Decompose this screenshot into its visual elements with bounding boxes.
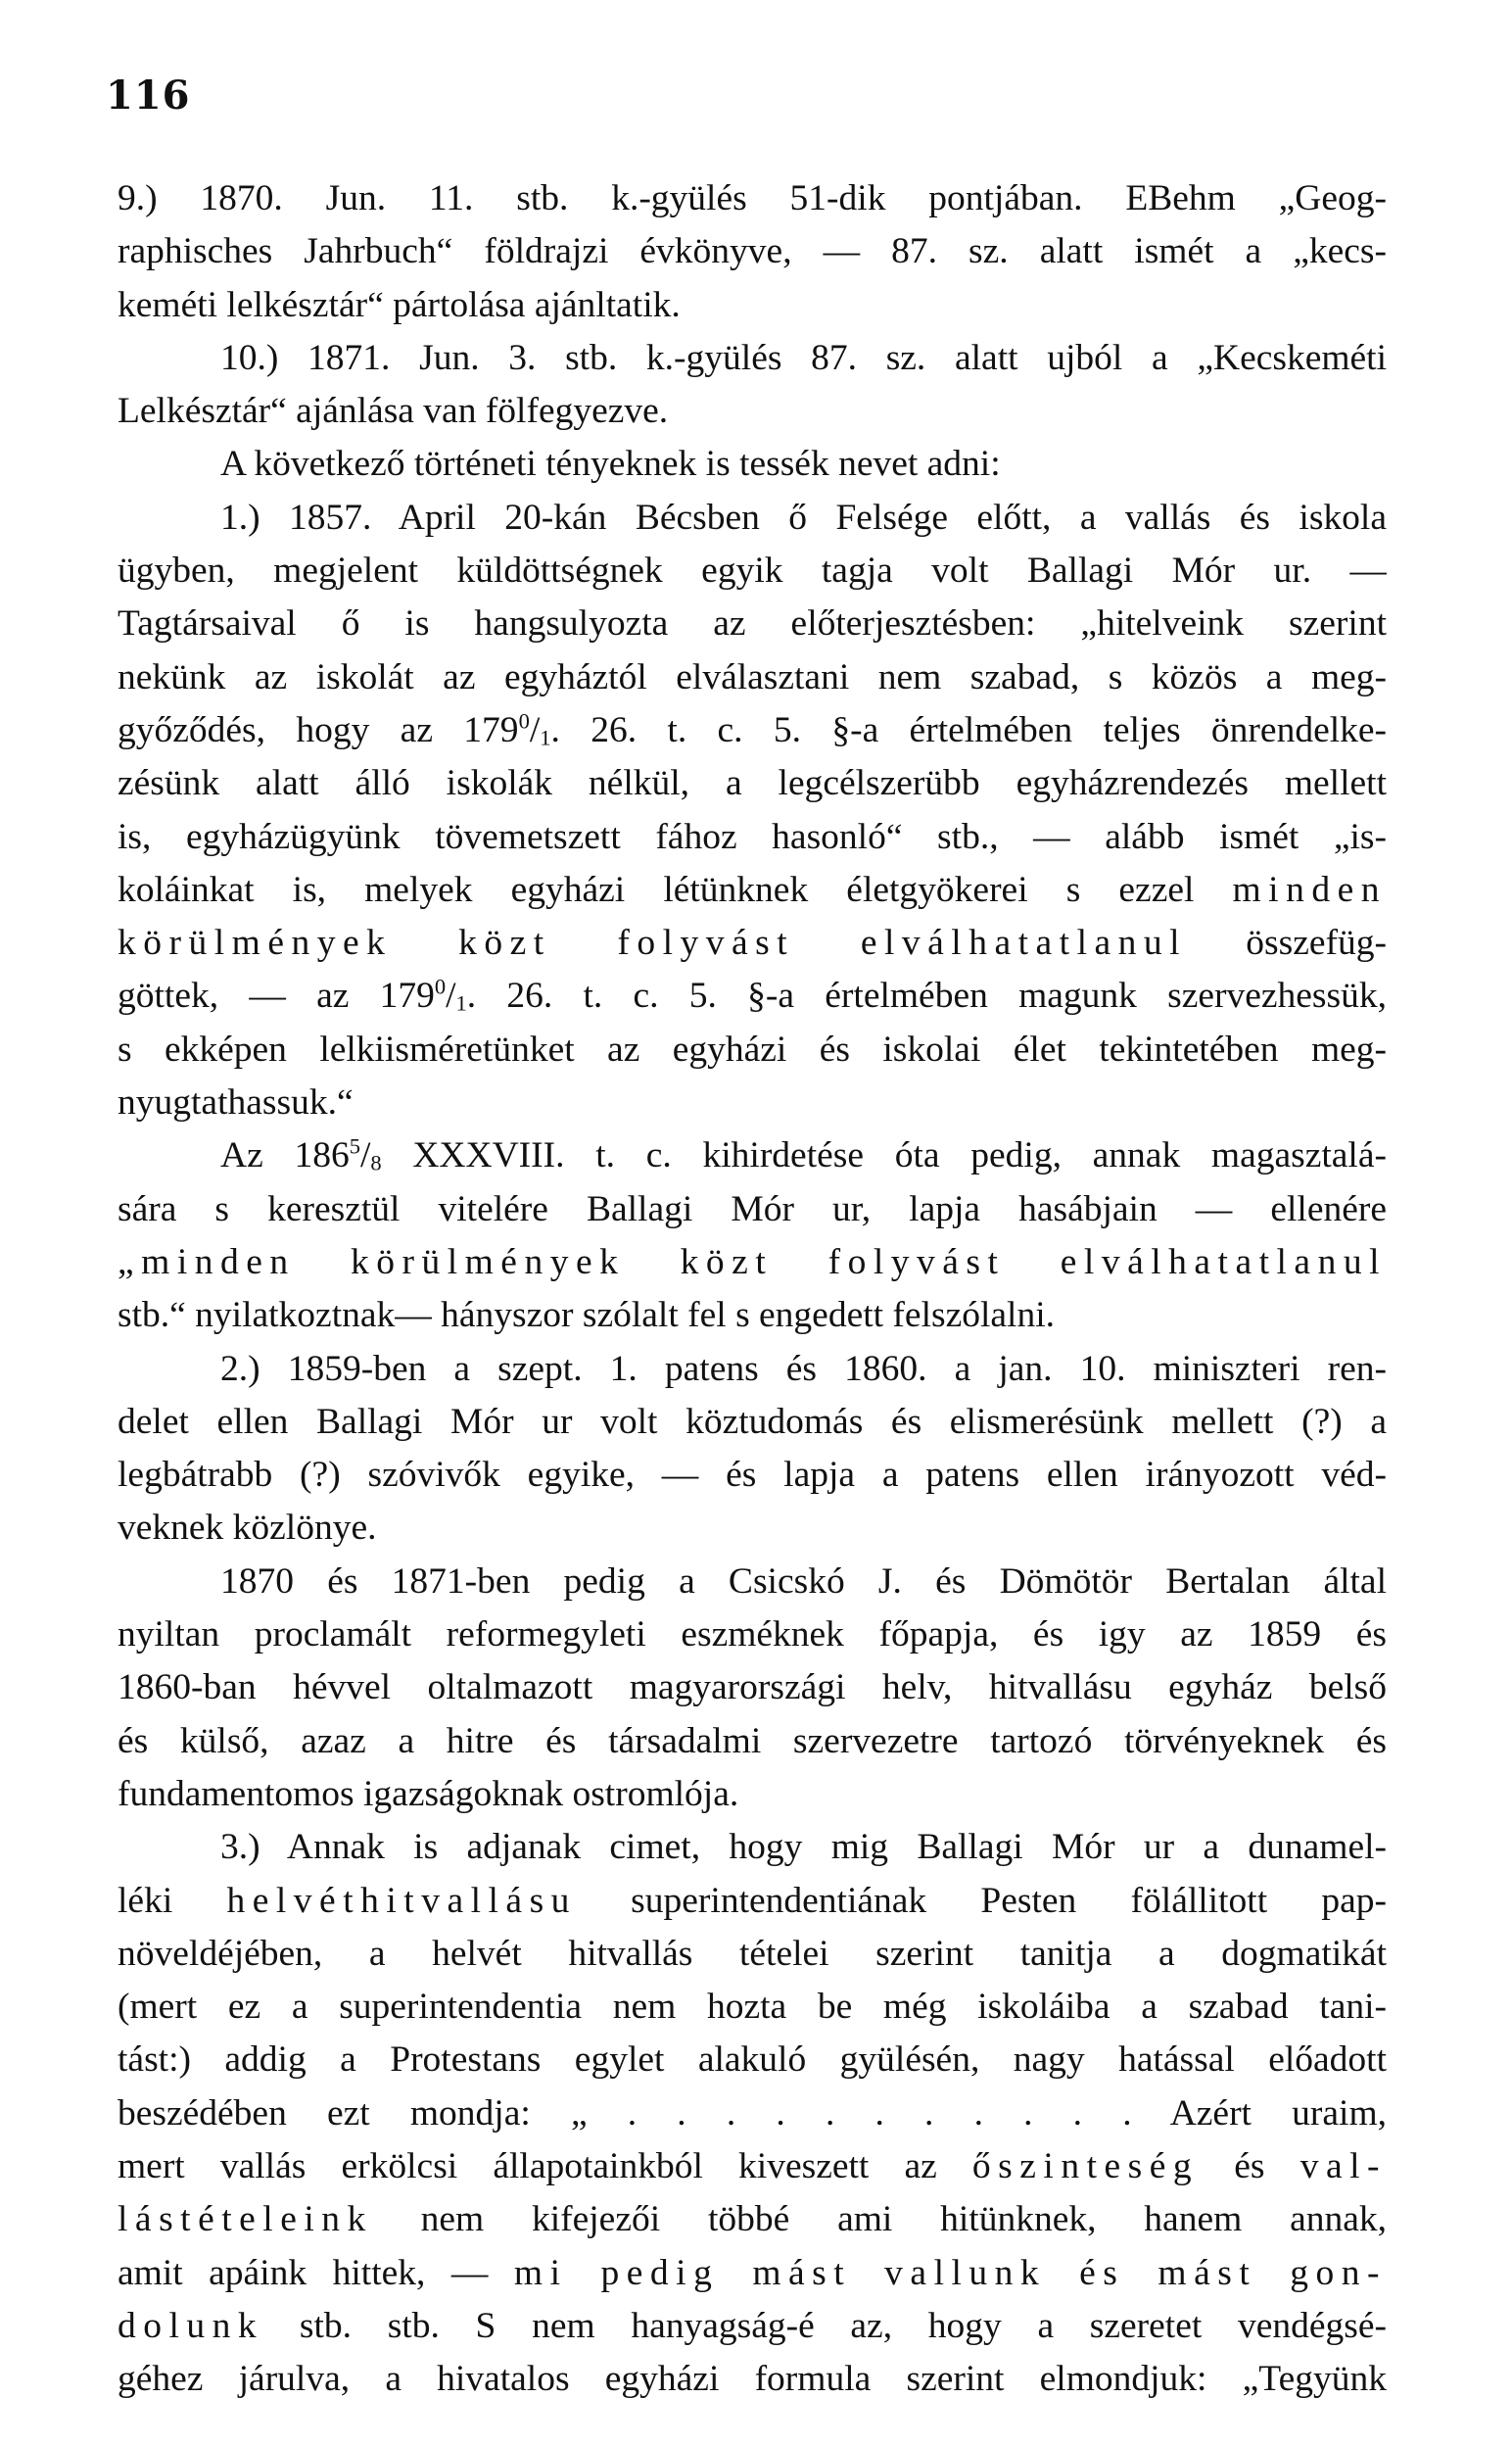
text-line: Tagtársaival ő is hangsulyozta az előterjesztésben: „hitelveink szerint (118, 603, 1387, 645)
spaced-emphasis: val- (1299, 2145, 1387, 2186)
text-run: amit apáink hittek, — (118, 2252, 514, 2293)
text-line: nekünk az iskolát az egyháztól elválasztani nem szabad, s közös a meg- (118, 656, 1387, 697)
text-run: stb. stb. S nem hanyagság-é az, hogy a szeretet vendégsé- (263, 2305, 1387, 2346)
text-line: géhez járulva, a hivatalos egyházi formula szerint elmondjuk: „Tegyünk (118, 2359, 1387, 2400)
text-run: Az 186 (220, 1135, 350, 1176)
text-line: tást:) addig a Protestans egylet alakuló gyülésén, nagy hatással előadott (118, 2039, 1387, 2081)
text-run: mert vallás erkölcsi állapotainkból kiveszett az (118, 2145, 972, 2186)
text-line: legbátrabb (?) szóvivők egyike, — és lapja a patens ellen irányozott véd- (118, 1455, 1387, 1496)
text-line: ügyben, megjelent küldöttségnek egyik tagja volt Ballagi Mór ur. — (118, 551, 1387, 592)
text-run: összefüg- (1187, 923, 1387, 964)
fraction-denominator: 1 (540, 725, 551, 750)
text-line: fundamentomos igazságoknak ostromlója. (118, 1773, 739, 1814)
text-line: 10.) 1871. Jun. 3. stb. k.-gyülés 87. sz. alatt ujból a „Kecskeméti (220, 337, 1387, 378)
text-line: A következő történeti tényeknek is tessék nevet adni: (220, 444, 1001, 485)
spaced-emphasis: minden (1232, 869, 1387, 910)
text-run: és (1199, 2145, 1300, 2186)
text-line: (mert ez a superintendentia nem hozta be még iskoláiba a szabad tani- (118, 1987, 1387, 2028)
text-line (118, 2140, 1387, 2193)
text-line: delet ellen Ballagi Mór ur volt köztudomás és elismerésünk mellett (?) a (118, 1401, 1387, 1442)
fraction-denominator: 1 (455, 990, 467, 1016)
fraction-denominator: 8 (370, 1150, 382, 1175)
fraction-slash: / (529, 709, 541, 750)
fraction-numerator: 0 (434, 974, 447, 999)
text-run: nem kifejezői többé ami hitünknek, hanem annak, (372, 2199, 1387, 2240)
text-line: növeldéjében, a helvét hitvallás tételei szerint tanitja a dogmatikát (118, 1933, 1387, 1974)
text-line: 3.) Annak is adjanak cimet, hogy mig Ballagi Mór ur a dunamel- (220, 1827, 1387, 1868)
text-line: zésünk alatt álló iskolák nélkül, a legcélszerübb egyházrendezés mellett (118, 763, 1387, 804)
fraction-slash: / (359, 1135, 371, 1176)
text-line: „minden körülmények közt folyvást elválhatatlanul (118, 1241, 1387, 1282)
text-line: sára s keresztül vitelére Ballagi Mór ur, lapja hasábjain — ellenére (118, 1188, 1387, 1229)
spaced-emphasis: mi pedig mást vallunk és mást gon- (513, 2252, 1387, 2293)
text-line: keméti lelkésztár“ pártolása ajánltatik. (118, 284, 681, 325)
text-run: . 26. t. c. 5. §-a értelmében teljes önrendelke- (550, 709, 1387, 750)
text-line: veknek közlönye. (118, 1508, 377, 1549)
text-line (118, 2300, 1387, 2353)
body-text (118, 172, 1387, 2406)
text-line (118, 2193, 1387, 2246)
text-line: és külső, azaz a hitre és társadalmi szervezetre tartozó törvényeknek és (118, 1720, 1387, 1761)
text-run: győződés, hogy az 179 (118, 709, 519, 750)
text-line: beszédében ezt mondja: „ . . . . . . . . . . . Azért uraim, (118, 2092, 1387, 2134)
text-line: nyugtathassuk.“ (118, 1082, 354, 1124)
page-number: 116 (106, 72, 191, 119)
text-line: stb.“ nyilatkoztnak— hányszor szólalt fel s engedett felszólalni. (118, 1295, 1056, 1336)
fraction-numerator: 0 (518, 708, 530, 734)
text-line: 9.) 1870. Jun. 11. stb. k.-gyülés 51-dik pontjában. EBehm „Geog- (118, 178, 1387, 218)
spaced-emphasis: helvéthitvallásu (226, 1880, 577, 1921)
fraction-slash: / (446, 976, 456, 1017)
spaced-emphasis: őszinteség (971, 2145, 1200, 2186)
fraction-numerator: 5 (349, 1133, 360, 1159)
text-line: 1870 és 1871-ben pedig a Csicskó J. és Dömötör Bertalan által (220, 1560, 1387, 1602)
text-line: raphisches Jahrbuch“ földrajzi évkönyve, — 87. sz. alatt ismét a „kecs- (118, 231, 1387, 272)
text-run: superintendentiának Pesten fölállitott pap- (576, 1880, 1387, 1921)
text-line: is, egyházügyünk tövemetszett fához hasonló“ stb., — alább ismét „is- (118, 816, 1387, 857)
text-run: göttek, — az 179 (118, 976, 435, 1017)
text-run: koláinkat is, melyek egyházi létünknek életgyökerei s ezzel (118, 869, 1233, 910)
text-line: 1860-ban hévvel oltalmazott magyarországi helv, hitvallásu egyház belső (118, 1667, 1387, 1708)
text-line (118, 1875, 1387, 1928)
text-run: XXXVIII. t. c. kihirdetése óta pedig, annak magasztalá- (381, 1135, 1387, 1176)
text-line (118, 864, 1387, 917)
spaced-emphasis: körülmények közt folyvást elválhatatlanul (118, 923, 1188, 964)
text-line (118, 917, 1387, 970)
spaced-emphasis: dolunk (118, 2305, 264, 2346)
text-line: s ekképen lelkiisméretünket az egyházi és iskolai élet tekintetében meg- (118, 1029, 1387, 1070)
text-line: nyiltan proclamált reformegyleti eszméknek főpapja, és igy az 1859 és (118, 1614, 1387, 1655)
text-line (118, 970, 1387, 1023)
text-run: . 26. t. c. 5. §-a értelmében magunk szervezhessük, (466, 976, 1387, 1017)
text-run: léki (118, 1880, 227, 1921)
text-line: 1.) 1857. April 20-kán Bécsben ő Felsége előtt, a vallás és iskola (220, 497, 1387, 538)
text-line: 2.) 1859-ben a szept. 1. patens és 1860. a jan. 10. miniszteri ren- (220, 1348, 1387, 1389)
spaced-emphasis: lástételeink (118, 2199, 373, 2240)
text-line (118, 1129, 1387, 1182)
text-line (118, 2247, 1387, 2300)
text-line (118, 704, 1387, 757)
text-line: Lelkésztár“ ajánlása van fölfegyezve. (118, 391, 669, 432)
